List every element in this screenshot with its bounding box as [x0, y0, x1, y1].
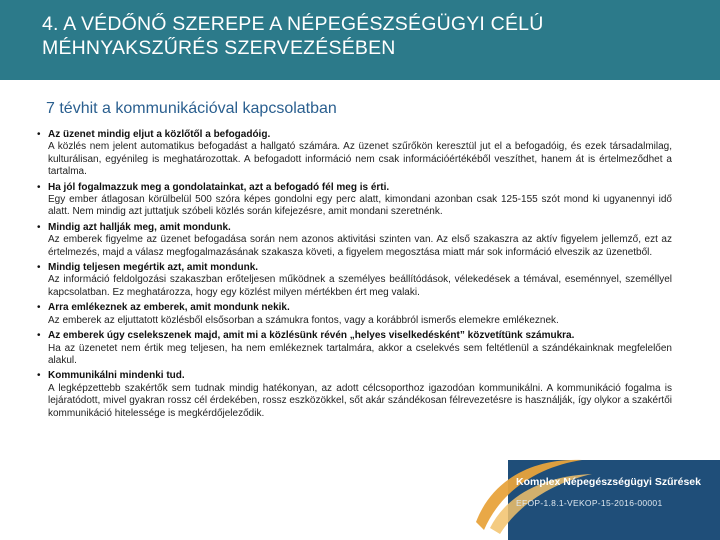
- section-subtitle: 7 tévhit a kommunikációval kapcsolatban: [46, 100, 337, 117]
- myth-heading-3: • Mindig azt hallják meg, amit mondunk.: [36, 222, 672, 234]
- project-logo: [472, 452, 720, 540]
- myth-heading-7: • Kommunikálni mindenki tud.: [36, 370, 672, 382]
- myth-text-7: A legképzettebb szakértők sem tudnak mindig hatékonyan, az adott célcsoporthoz igazodóan kommunikálni. A kommunikáció fogalma is lejáratódott, mivel gyakran rossz cél érdekében, rossz eszközökkel, sőt akár szándékosan félrevezetésre is használják, így olykor a szakértői kommunikáció hitelessége is megkérdőjeleződik.: [48, 382, 672, 419]
- myth-text-5: Az emberek az eljuttatott közlésből elsősorban a számukra fontos, vagy a korábbról ismerős elemekre emlékeznek.: [48, 314, 559, 326]
- slide-title: 4. A VÉDŐNŐ SZEREPE A NÉPEGÉSZSÉGÜGYI CÉLÚ MÉHNYAKSZŰRÉS SZERVEZÉSÉBEN: [42, 13, 544, 59]
- myth-text-4: Az információ feldolgozási szakaszban erőteljesen működnek a személyes beállítódások, vélekedések a témával, eseménnyel, személlyel kapcsolatban. Ez meghatározza, hogy egy közlést milyen mértékben ért meg valaki.: [48, 274, 672, 298]
- myth-text-3: Az emberek figyelme az üzenet befogadása során nem azonos aktivitási szinten van. Az első szakaszra az aktív figyelem jellemző, ezt az értelmezés, majd a válasz megfogalmazásának szakasza követi, a figyelem megosztása miatt már sok információ elveszik az üzenetből.: [48, 234, 672, 258]
- slide-header: [0, 0, 720, 80]
- logo-name: Komplex Népegészségügyi Szűrések: [516, 476, 701, 488]
- myth-heading-1: • Az üzenet mindig eljut a közlőtől a befogadóig.: [36, 129, 672, 141]
- myth-heading-6: • Az emberek úgy cselekszenek majd, amit mi a közlésünk révén „helyes viselkedésként” közvetítünk számukra.: [36, 330, 672, 342]
- logo-code: EFOP-1.8.1-VEKOP-15-2016-00001: [516, 498, 663, 508]
- swoosh-icon: [472, 452, 720, 540]
- myth-text-6: Ha az üzenetet nem értik meg teljesen, ha nem emlékeznek tartalmára, akkor a cselekvés sem feltétlenül a szándékainknak megfelelően alakul.: [48, 342, 672, 366]
- myth-list: [36, 126, 672, 420]
- myth-text-1: A közlés nem jelent automatikus befogadást a hallgató számára. Az üzenet szűrőkön keresztül jut el a befogadóig, és ezek társadalmilag, kulturálisan, egyénileg is meghatározottak. A befogadott információ nem csak információértékéből veszíthet, hanem át is értelmeződhet a tartalma.: [48, 141, 672, 178]
- myth-heading-4: • Mindig teljesen megértik azt, amit mondunk.: [36, 262, 672, 274]
- myth-text-2: Egy ember átlagosan körülbelül 500 szóra képes gondolni egy perc alatt, kimondani azonban csak 125-155 szót mond ki ugyanennyi idő alatt. Nem mindig azt juttatjuk szóbeli közlés során kifejezésre, amit mondani szeretnénk.: [48, 194, 672, 218]
- myth-heading-2: • Ha jól fogalmazzuk meg a gondolatainkat, azt a befogadó fél meg is érti.: [36, 182, 672, 194]
- myth-heading-5: • Arra emlékeznek az emberek, amit mondunk nekik.: [36, 302, 672, 314]
